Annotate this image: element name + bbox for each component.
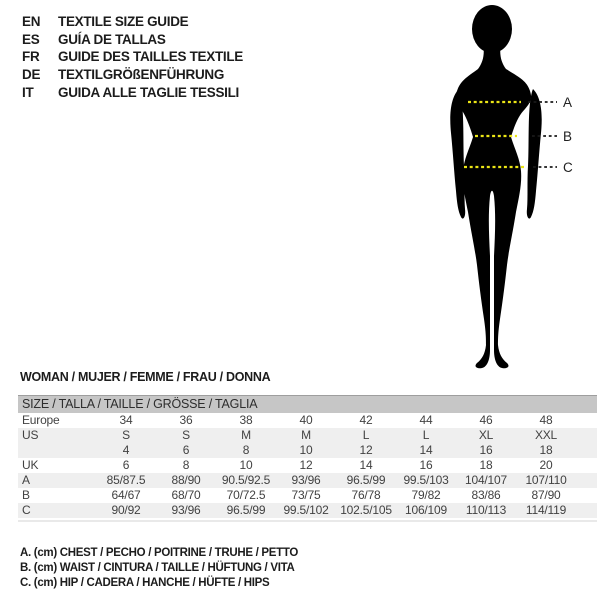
size-cell: 93/96 (291, 473, 321, 487)
spacer-cell (576, 413, 597, 428)
table-header-row (18, 396, 597, 414)
woman-silhouette-right-arm (527, 89, 542, 219)
size-cell: 36 (179, 413, 193, 427)
size-cell: 6 (182, 443, 190, 457)
legend-line: A. (cm) CHEST / PECHO / POITRINE / TRUHE / PETTO (20, 547, 299, 559)
size-cell: 79/82 (411, 488, 441, 502)
size-cell: L (362, 428, 370, 442)
size-cell: 64/67 (111, 488, 141, 502)
row-label: A (22, 473, 30, 487)
row-label: US (22, 428, 39, 442)
language-list (22, 13, 243, 101)
language-guide-title: GUIDE DES TAILLES TEXTILE (58, 49, 244, 65)
table-row (18, 428, 597, 443)
language-code: IT (22, 84, 34, 100)
size-cell: 68/70 (171, 488, 201, 502)
size-cell: 102.5/105 (340, 503, 392, 517)
size-cell: 73/75 (291, 488, 321, 502)
size-table-body (18, 413, 597, 518)
size-cell: 20 (539, 458, 553, 472)
size-cell: 99.5/103 (403, 473, 449, 487)
size-cell: 85/87.5 (106, 473, 146, 487)
size-cell: 90/92 (111, 503, 141, 517)
size-cell: 99.5/102 (283, 503, 329, 517)
size-cell: XXL (534, 428, 558, 442)
size-cell: S (122, 428, 130, 442)
size-cell: 70/72.5 (226, 488, 266, 502)
size-cell: 18 (479, 458, 493, 472)
chest-marker-label: A (563, 95, 573, 110)
section-title: WOMAN / MUJER / FEMME / FRAU / DONNA (20, 370, 271, 384)
waist-marker-label: B (563, 129, 573, 144)
size-cell: 83/86 (471, 488, 501, 502)
size-cell: 14 (359, 458, 373, 472)
size-cell: 8 (242, 443, 250, 457)
size-cell: 107/110 (525, 473, 567, 487)
language-row (22, 83, 243, 101)
size-cell: 16 (419, 458, 433, 472)
table-row (18, 443, 597, 458)
language-guide-title: TEXTILE SIZE GUIDE (58, 14, 189, 30)
spacer-cell (576, 503, 597, 518)
spacer-cell (576, 488, 597, 503)
language-code: DE (22, 67, 41, 83)
size-cell: 38 (239, 413, 253, 427)
size-table (18, 395, 597, 518)
spacer-cell (576, 428, 597, 443)
size-cell: M (301, 428, 311, 442)
size-cell: 48 (539, 413, 553, 427)
size-cell: 96.5/99 (346, 473, 386, 487)
table-bottom-divider (18, 520, 597, 522)
legend (20, 546, 298, 592)
size-cell: 10 (239, 458, 253, 472)
figure (420, 0, 600, 378)
row-label: B (22, 488, 30, 502)
legend-line: B. (cm) WAIST / CINTURA / TAILLE / HÜFTUNG / VITA (20, 562, 295, 575)
size-cell: 12 (359, 443, 373, 457)
spacer-cell (576, 458, 597, 473)
size-cell: 76/78 (351, 488, 381, 502)
size-cell: L (422, 428, 430, 442)
size-cell: 93/96 (171, 503, 201, 517)
size-cell: 14 (419, 443, 433, 457)
size-cell: S (182, 428, 190, 442)
language-row (22, 66, 243, 84)
language-row (22, 48, 243, 66)
size-cell: 42 (359, 413, 373, 427)
row-label: C (22, 503, 31, 517)
language-code: FR (22, 49, 40, 65)
woman-silhouette-svg (420, 0, 600, 378)
size-cell: 44 (419, 413, 433, 427)
woman-silhouette-body (456, 42, 531, 368)
size-cell: 8 (182, 458, 190, 472)
language-guide-title: GUÍA DE TALLAS (58, 31, 166, 47)
language-row (22, 13, 243, 31)
size-cell: 40 (299, 413, 313, 427)
size-cell: 34 (119, 413, 133, 427)
language-guide-title: TEXTILGRÖßENFÜHRUNG (58, 67, 225, 83)
size-cell: 90.5/92.5 (221, 473, 271, 487)
row-label: UK (22, 458, 39, 472)
row-label: Europe (22, 413, 60, 427)
table-row (18, 413, 597, 428)
table-row (18, 488, 597, 503)
size-cell: 96.5/99 (226, 503, 266, 517)
legend-line: C. (cm) HIP / CADERA / HANCHE / HÜFTE / HIPS (20, 577, 270, 590)
language-row (22, 31, 243, 49)
size-cell: 12 (299, 458, 313, 472)
size-cell: XL (478, 428, 494, 442)
row-label (18, 443, 96, 458)
size-cell: 114/119 (525, 503, 567, 517)
size-cell: 6 (122, 458, 130, 472)
size-cell: 88/90 (171, 473, 201, 487)
hip-marker-label: C (563, 160, 573, 175)
language-guide-title: GUIDA ALLE TAGLIE TESSILI (58, 84, 239, 100)
size-cell: 87/90 (531, 488, 561, 502)
size-cell: 10 (299, 443, 313, 457)
language-code: ES (22, 31, 40, 47)
size-cell: 46 (479, 413, 493, 427)
size-cell: 4 (122, 443, 130, 457)
spacer-cell (576, 443, 597, 458)
table-header-label: SIZE / TALLA / TAILLE / GRÖSSE / TAGLIA (18, 396, 597, 414)
size-cell: 106/109 (405, 503, 447, 517)
language-code: EN (22, 14, 41, 30)
size-cell: 16 (479, 443, 493, 457)
table-row (18, 473, 597, 488)
size-cell: 18 (539, 443, 553, 457)
size-cell: 110/113 (465, 503, 507, 517)
table-row (18, 503, 597, 518)
spacer-cell (576, 473, 597, 488)
table-row (18, 458, 597, 473)
size-cell: M (241, 428, 251, 442)
size-cell: 104/107 (465, 473, 507, 487)
